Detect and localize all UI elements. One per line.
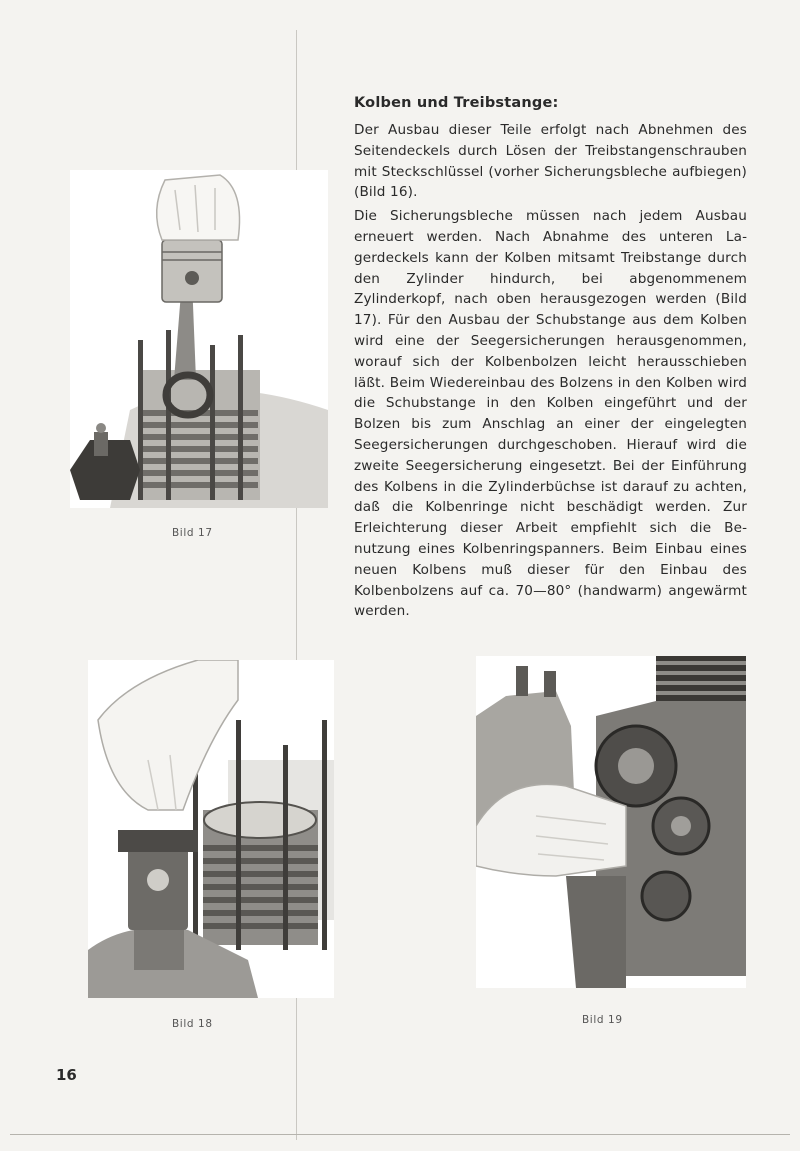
figure-bild-19	[476, 656, 746, 988]
paragraph-2: Die Sicherungsbleche müssen nach jedem Ausbau erneuert werden. Nach Abnahme des unteren Lagerdeckels kann der Kolben mitsamt Treibstange durch den Zylinder hindurch, bei abgenommenem Zylinderkopf, nach oben herausgezogen werden (Bild 17). Für den Ausbau der Schubstange aus dem Kolben wird eine der Seegersicherungen herausgenommen, worauf sich der Kolbenbolzen leicht herausschieben läßt. Beim Wiedereinbau des Bolzens in den Kolben wird die Schubstange in den Kolben eingeführt und der Bolzen bis zum Anschlag an einer der eingelegten Seegersicherungen durchgeschoben. Hierauf wird die zweite Seegersicherung eingesetzt. Bei der Einführung des Kolbens in die Zylinderbüchse ist darauf zu achten, daß die Kolbenringe nicht beschädigt werden. Zur Erleichterung dieser Arbeit empfiehlt sich die Benutzung eines Kolbenringspanners. Beim Einbau eines neuen Kolbens muß dieser für den Einbau des Kolbenbolzens auf ca. 70—80° (handwarm) angewärmt werden.	[354, 208, 747, 620]
page-number: 16	[56, 1066, 77, 1084]
body-text	[354, 120, 747, 625]
figure-bild-18	[88, 660, 334, 998]
piston-removal-illustration	[70, 170, 328, 508]
crankcase-gears-illustration	[476, 656, 746, 988]
caption-bild-18: Bild 18	[172, 1018, 213, 1030]
paragraph-1: Der Ausbau dieser Teile erfolgt nach Abnehmen des Seitendeckels durch Lösen der Treibstangenschrauben mit Steckschlüssel (vorher Sicherungsbleche aufbiegen) (Bild 16).	[354, 122, 747, 201]
figure-bild-17	[70, 170, 328, 508]
caption-bild-19: Bild 19	[582, 1014, 623, 1026]
section-heading: Kolben und Treibstange:	[354, 95, 559, 111]
piston-pin-illustration	[88, 660, 334, 998]
caption-bild-17: Bild 17	[172, 527, 213, 539]
bottom-rule	[10, 1134, 790, 1135]
